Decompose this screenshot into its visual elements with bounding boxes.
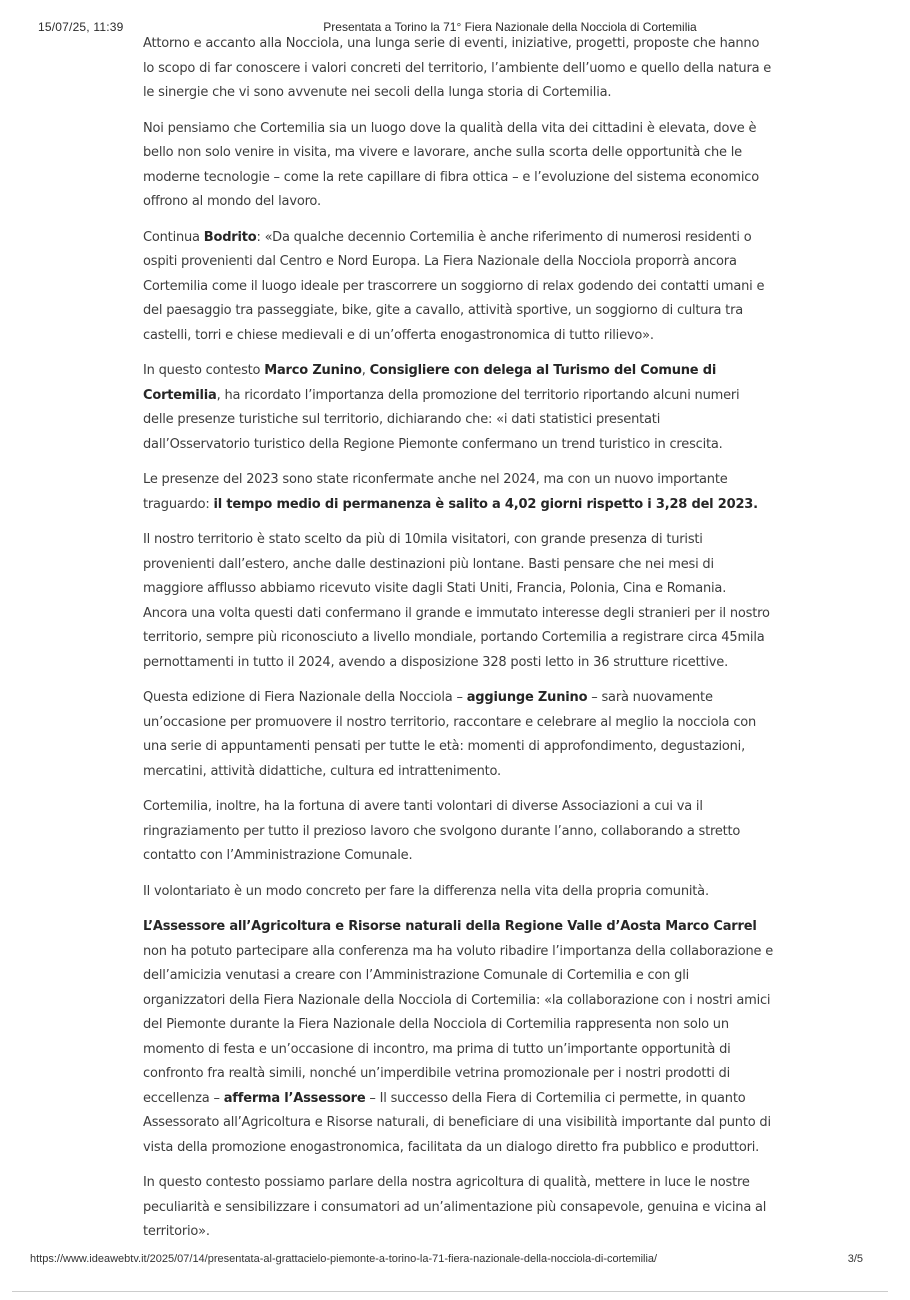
paragraph-line [143, 1062, 803, 1087]
body-text: territorio». [143, 1224, 210, 1239]
bold-text: Marco Zunino [264, 363, 362, 378]
paragraph [143, 117, 803, 215]
paragraph [143, 468, 803, 517]
paragraph-line [143, 989, 803, 1014]
body-text: un’occasione per promuovere il nostro territorio, raccontare e celebrare al meglio la nocciola con [143, 714, 757, 730]
body-text: Assessorato all’Agricoltura e Risorse naturali, di beneficiare di una visibilità importante dal punto di [143, 1115, 771, 1130]
body-text: Il volontariato è un modo concreto per fare la differenza nella vita della propria comunità. [143, 883, 709, 899]
paragraph-line [143, 844, 803, 869]
paragraph-line [143, 820, 803, 845]
body-text: castelli, torri e chiese medievali e di un’offerta enogastronomica di tutto rilievo». [143, 327, 654, 343]
paragraph-line [143, 686, 803, 711]
paragraph-line [143, 299, 803, 324]
paragraph-line [143, 940, 803, 965]
body-text: eccellenza – [143, 1090, 224, 1106]
paragraph [143, 686, 803, 784]
paragraph-line [143, 226, 803, 251]
paragraph-line [143, 915, 803, 940]
paragraph-line [143, 117, 803, 142]
bold-text: Consigliere con delega al Turismo del Comune di [369, 363, 717, 378]
paragraph [143, 528, 803, 675]
bold-text: Cortemilia [143, 387, 217, 403]
paragraph-line [143, 493, 803, 518]
body-text: vista della promozione enogastronomica, facilitata da un dialogo diretto fra pubblico e produttori. [143, 1139, 760, 1155]
paragraph-line [143, 602, 803, 627]
paragraph-line [143, 964, 803, 989]
bold-text: afferma l’Assessore [223, 1090, 366, 1106]
paragraph [143, 1171, 803, 1245]
paragraph [143, 915, 803, 1160]
body-text: Il nostro territorio è stato scelto da più di 10mila visitatori, con grande presenza di turisti [143, 532, 703, 547]
paragraph [143, 359, 803, 457]
body-text: Continua [143, 229, 204, 245]
paragraph-line [143, 1013, 803, 1038]
body-text: pernottamenti in tutto il 2024, avendo a disposizione 328 posti letto in 36 strutture ricettive. [143, 654, 729, 670]
body-text: territorio, sempre più riconosciuto a livello mondiale, portando Cortemilia a registrare circa 45mila [143, 630, 765, 645]
paragraph-line [143, 577, 803, 602]
paragraph-line [143, 651, 803, 676]
paragraph-line [143, 250, 803, 275]
body-text: , ha ricordato l’importanza della promozione del territorio riportando alcuni numeri [216, 387, 740, 403]
paragraph [143, 32, 803, 106]
paragraph-line [143, 1111, 803, 1136]
body-text: ringraziamento per tutto il prezioso lavoro che svolgono durante l’anno, collaborando a stretto [143, 823, 741, 839]
body-text: offrono al mondo del lavoro. [143, 194, 321, 209]
paragraph [143, 795, 803, 869]
body-text: dall’Osservatorio turistico della Regione Piemonte confermano un trend turistico in crescita. [143, 436, 723, 452]
paragraph-line [143, 880, 803, 905]
body-text: moderne tecnologie – come la rete capillare di fibra ottica – e l’evoluzione del sistema economico [143, 169, 759, 185]
body-text: Le presenze del 2023 sono state riconfermate anche nel 2024, ma con un nuovo importante [143, 472, 728, 487]
body-text: confronto fra realtà simili, nonché un’imperdibile vetrina promozionale per i nostri prodotti di [143, 1066, 731, 1081]
body-text: ospiti provenienti dal Centro e Nord Europa. La Fiera Nazionale della Nocciola proporrà ancora [143, 254, 737, 269]
body-text: , [361, 363, 370, 378]
body-text: maggiore afflusso abbiamo ricevuto visite dagli Stati Uniti, Francia, Polonia, Cina e Romania. [143, 581, 727, 596]
paragraph-line [143, 1087, 803, 1112]
paragraph-line [143, 408, 803, 433]
body-text: Cortemilia, inoltre, ha la fortuna di avere tanti volontari di diverse Associazioni a cui va il [143, 799, 703, 814]
paragraph-line [143, 433, 803, 458]
body-text: Ancora una volta questi dati confermano il grande e immutato interesse degli stranieri per il nostro [143, 605, 770, 621]
paragraph-line [143, 57, 803, 82]
body-text: organizzatori della Fiera Nazionale della Nocciola di Cortemilia: «la collaborazione con i nostri amici [143, 992, 771, 1008]
paragraph-line [143, 166, 803, 191]
paragraph-line [143, 528, 803, 553]
body-text: dell’amicizia venutasi a creare con l’Amministrazione Comunale di Cortemilia e con gli [143, 968, 690, 983]
bold-text: il tempo medio di permanenza è salito a 4,02 giorni rispetto i 3,28 del 2023. [213, 496, 758, 512]
body-text: Questa edizione di Fiera Nazionale della Nocciola – [143, 690, 467, 705]
body-text: una serie di appuntamenti pensati per tutte le età: momenti di approfondimento, degustazioni, [143, 739, 745, 754]
page-edge-divider [12, 1291, 888, 1292]
paragraph-line [143, 1136, 803, 1161]
paragraph-line [143, 81, 803, 106]
paragraph [143, 880, 803, 905]
body-text: mercatini, attività didattiche, cultura ed intrattenimento. [143, 763, 501, 779]
body-text: bello non solo venire in visita, ma vivere e lavorare, anche sulla scorta delle opportunità che le [143, 145, 742, 160]
paragraph-line [143, 141, 803, 166]
paragraph-line [143, 553, 803, 578]
body-text: le sinergie che vi sono avvenute nei secoli della lunga storia di Cortemilia. [143, 85, 612, 100]
paragraph-line [143, 795, 803, 820]
body-text: : «Da qualche decennio Cortemilia è anche riferimento di numerosi residenti o [256, 229, 752, 245]
body-text: lo scopo di far conoscere i valori concreti del territorio, l’ambiente dell’uomo e quello della natura e [143, 60, 772, 76]
footer-url: https://www.ideawebtv.it/2025/07/14/presentata-al-grattacielo-piemonte-a-torino-la-71-fiera-nazionale-della-nocciola-di-cortemilia/ [30, 1253, 658, 1265]
paragraph-line [143, 384, 803, 409]
bold-text: L’Assessore all’Agricoltura e Risorse naturali della Regione Valle d’Aosta Marco Carrel [143, 919, 757, 934]
paragraph-line [143, 324, 803, 349]
paragraph-line [143, 1171, 803, 1196]
body-text: non ha potuto partecipare alla conferenza ma ha voluto ribadire l’importanza della collaborazione e [143, 943, 774, 959]
body-text: contatto con l’Amministrazione Comunale. [143, 848, 413, 863]
paragraph-line [143, 626, 803, 651]
body-text: momento di festa e un’occasione di incontro, ma prima di tutto un’importante opportunità di [143, 1041, 731, 1057]
header-date: 15/07/25, 11:39 [38, 20, 124, 34]
body-text: provenienti dall’estero, anche dalle destinazioni più lontane. Basti pensare che nei mesi di [143, 556, 714, 572]
paragraph-line [143, 1220, 803, 1245]
paragraph [143, 226, 803, 349]
page-number: 3/5 [847, 1253, 863, 1265]
body-text: In questo contesto [143, 363, 265, 378]
paragraph-line [143, 468, 803, 493]
body-text: In questo contesto possiamo parlare della nostra agricoltura di qualità, mettere in luce le nostre [143, 1175, 750, 1190]
paragraph-line [143, 711, 803, 736]
body-text: – Il successo della Fiera di Cortemilia ci permette, in quanto [365, 1090, 746, 1106]
body-text: del Piemonte durante la Fiera Nazionale della Nocciola di Cortemilia rappresenta non solo un [143, 1017, 729, 1032]
body-text: – sarà nuovamente [587, 690, 713, 705]
paragraph-line [143, 1038, 803, 1063]
body-text: traguardo: [143, 496, 214, 512]
paragraph-line [143, 735, 803, 760]
bold-text: aggiunge Zunino [466, 690, 588, 705]
paragraph-line [143, 190, 803, 215]
bold-text: Bodrito [203, 229, 257, 245]
body-text: Attorno e accanto alla Nocciola, una lunga serie di eventi, iniziative, progetti, proposte che hanno [143, 36, 760, 51]
body-text: delle presenze turistiche sul territorio, dichiarando che: «i dati statistici presentati [143, 412, 661, 427]
article-body [143, 32, 803, 1256]
paragraph-line [143, 32, 803, 57]
body-text: Noi pensiamo che Cortemilia sia un luogo dove la qualità della vita dei cittadini è elevata, dove è [143, 120, 757, 136]
page-title: Presentata a Torino la 71° Fiera Nazionale della Nocciola di Cortemilia [323, 20, 697, 34]
paragraph-line [143, 760, 803, 785]
body-text: del paesaggio tra passeggiate, bike, gite a cavallo, attività sportive, un soggiorno di cultura tra [143, 303, 743, 318]
paragraph-line [143, 1196, 803, 1221]
body-text: peculiarità e sensibilizzare i consumatori ad un’alimentazione più consapevole, genuina e vicina al [143, 1199, 767, 1215]
paragraph-line [143, 359, 803, 384]
paragraph-line [143, 275, 803, 300]
body-text: Cortemilia come il luogo ideale per trascorrere un soggiorno di relax godendo dei contatti umani e [143, 278, 765, 294]
